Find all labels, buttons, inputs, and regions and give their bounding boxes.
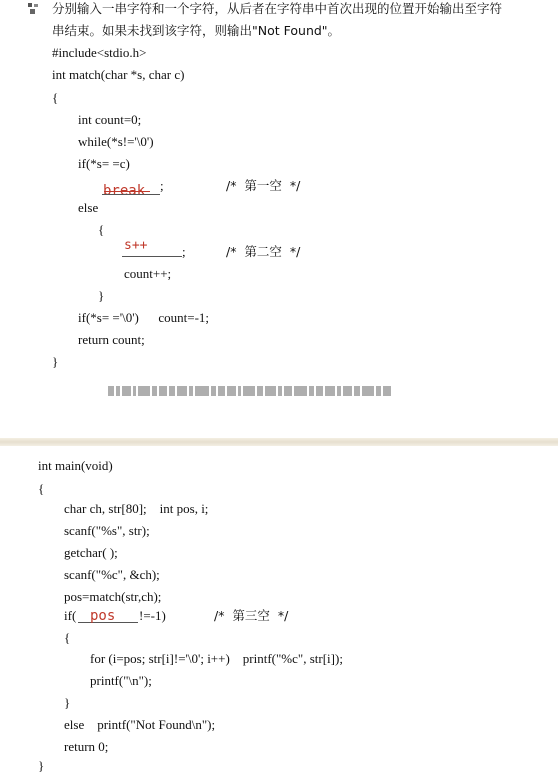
if-match-line: if(*s= =c) xyxy=(78,156,130,171)
for-loop-line: for (i=pos; str[i]!='\0'; i++) printf("%c", str[i]); xyxy=(90,651,343,666)
comment-blank-1: /* 第一空 */ xyxy=(226,178,301,193)
pixelated-watermark xyxy=(108,384,434,398)
match-open-brace: { xyxy=(52,90,59,105)
return-count-line: return count; xyxy=(78,332,145,347)
else-not-found-line: else printf("Not Found\n"); xyxy=(64,717,216,732)
else-open-brace: { xyxy=(98,222,105,237)
count-init-line: int count=0; xyxy=(78,112,142,127)
else-close-brace: } xyxy=(98,288,105,303)
match-signature: int match(char *s, char c) xyxy=(52,67,185,82)
main-open-brace: { xyxy=(38,481,45,496)
answer-blank-3: pos xyxy=(90,608,116,624)
scanf-string-line: scanf("%s", str); xyxy=(64,523,150,538)
include-line: #include<stdio.h> xyxy=(52,45,147,60)
count-increment-line: count++; xyxy=(124,266,172,281)
answer-blank-1: break xyxy=(103,183,146,199)
getchar-line: getchar( ); xyxy=(64,545,118,560)
if-close-brace: } xyxy=(64,695,71,710)
if-pos-suffix: !=-1) xyxy=(139,608,166,623)
main-signature: int main(void) xyxy=(38,458,113,473)
if-open-brace: { xyxy=(64,630,71,645)
else-line: else xyxy=(78,200,99,215)
answer-blank-2: s++ xyxy=(124,238,148,253)
blank-2-underline xyxy=(122,243,182,257)
while-line: while(*s!='\0') xyxy=(78,134,154,149)
main-close-brace: } xyxy=(38,758,45,773)
printf-newline-line: printf("\n"); xyxy=(90,673,152,688)
question-text-line-1: 分别输入一串字符和一个字符，从后者在字符串中首次出现的位置开始输出至字符 xyxy=(52,1,503,16)
question-text-line-2: 串结束。如果未找到该字符，则输出"Not Found"。 xyxy=(52,23,341,38)
blank-1-underline xyxy=(102,180,160,195)
question-bullet-icon xyxy=(28,3,38,14)
blank-1-semicolon: ; xyxy=(160,178,164,193)
declarations-line: char ch, str[80]; int pos, i; xyxy=(64,501,209,516)
match-close-brace: } xyxy=(52,354,59,369)
section-divider xyxy=(0,438,558,446)
comment-blank-2: /* 第二空 */ xyxy=(226,244,301,259)
comment-blank-3: /* 第三空 */ xyxy=(214,608,289,623)
blank-2-semicolon: ; xyxy=(182,244,186,259)
if-end-line: if(*s= ='\0') count=-1; xyxy=(78,310,210,325)
return-zero-line: return 0; xyxy=(64,739,109,754)
if-pos-prefix: if( xyxy=(64,608,77,623)
scanf-char-line: scanf("%c", &ch); xyxy=(64,567,160,582)
pos-assign-line: pos=match(str,ch); xyxy=(64,589,162,604)
